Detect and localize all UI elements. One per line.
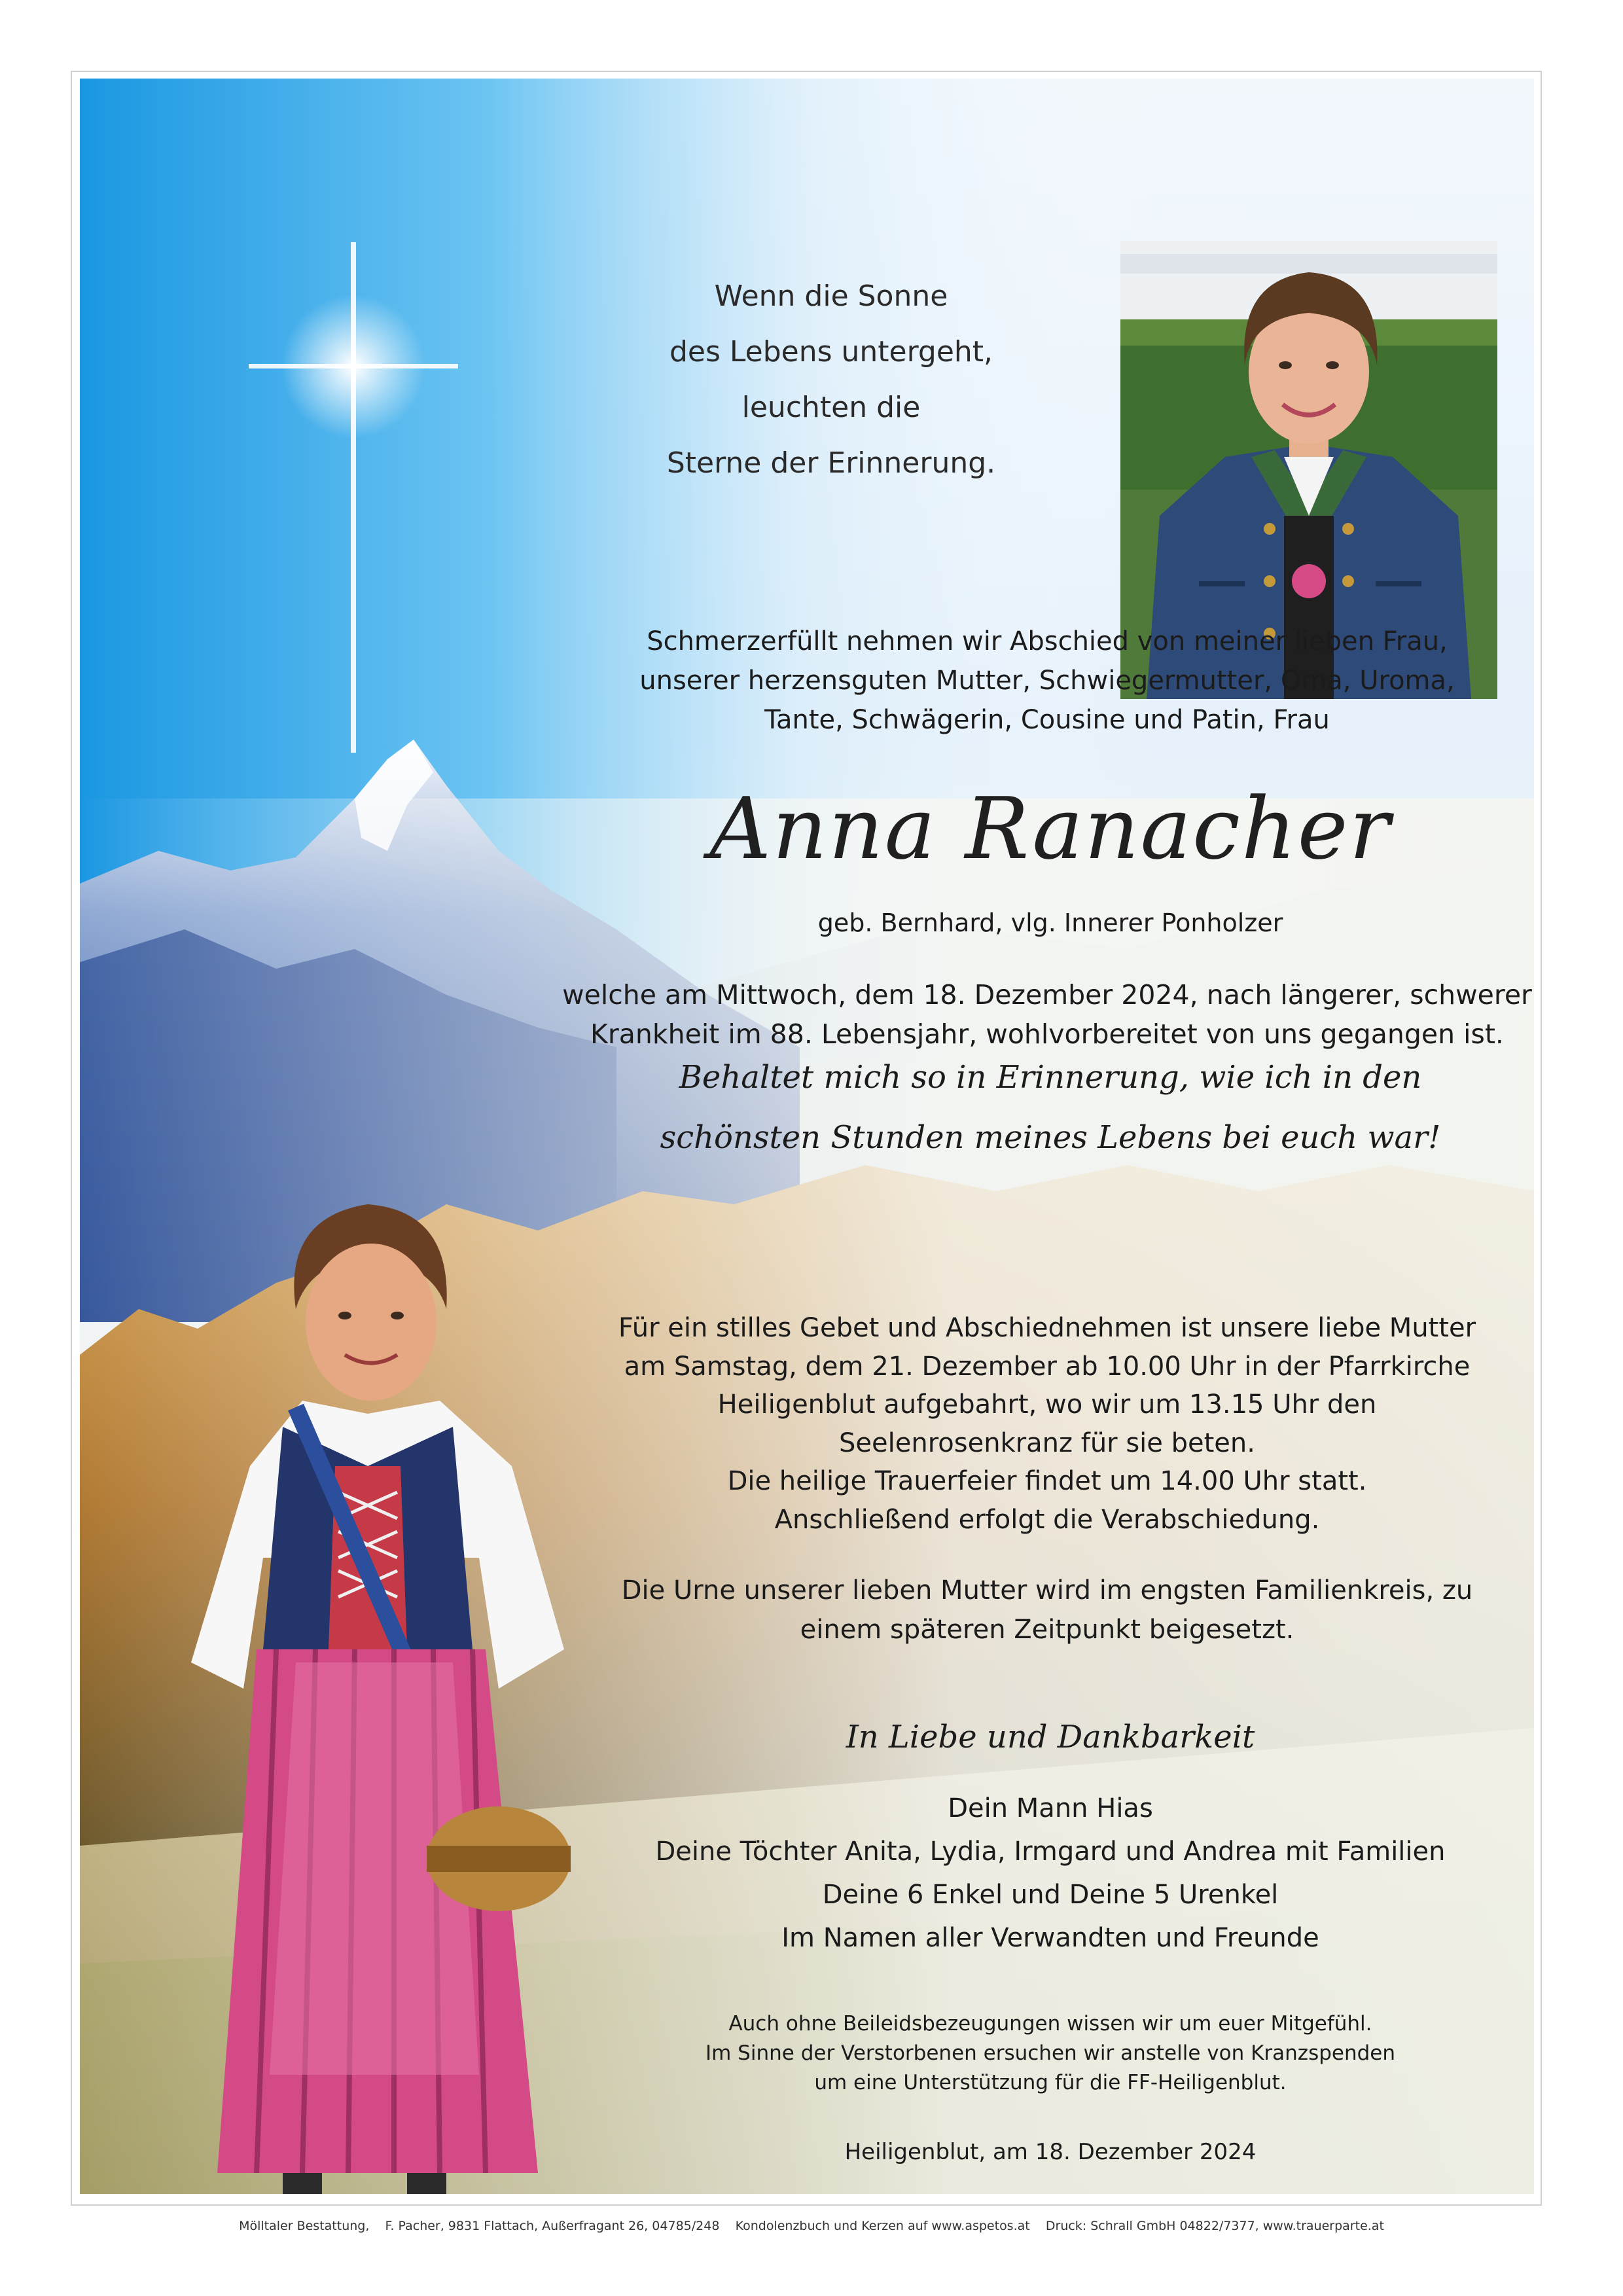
verse-line: des Lebens untergeht, [669,335,993,368]
urn-line: Die Urne unserer lieben Mutter wird im engsten Familienkreis, zu [621,1575,1473,1605]
urn-notice [497,1571,1597,1649]
family-line: Deine 6 Enkel und Deine 5 Urenkel [822,1880,1279,1910]
service-line: Für ein stilles Gebet und Abschiednehmen ist unsere liebe Mutter [618,1313,1476,1343]
memorial-quote [550,1047,1551,1168]
note-line: um eine Unterstützung für die FF-Heiligenblut. [814,2071,1287,2094]
intro-line: Schmerzerfüllt nehmen wir Abschied von meiner lieben Frau, [647,626,1448,656]
family-line: Im Namen aller Verwandten und Freunde [781,1923,1319,1953]
family-line: Deine Töchter Anita, Lydia, Irmgard und Andrea mit Familien [655,1837,1446,1867]
condolence-note [576,2009,1525,2098]
note-line: Im Sinne der Verstorbenen ersuchen wir anstelle von Kranzspenden [705,2041,1396,2065]
urn-line: einem späteren Zeitpunkt beigesetzt. [800,1615,1294,1645]
deceased-name: Anna Ranacher [709,779,1391,878]
verse-line: Wenn die Sonne [714,279,948,313]
service-line: Anschließend erfolgt die Verabschiedung. [774,1504,1320,1535]
intro-line: unserer herzensguten Mutter, Schwiegermutter, Oma, Uroma, [639,666,1455,696]
verse [589,268,1073,491]
intro-line: Tante, Schwägerin, Cousine und Patin, Frau [764,705,1330,735]
family-line: Dein Mann Hias [948,1793,1153,1823]
verse-line: leuchten die [741,391,921,424]
service-details [510,1309,1584,1539]
death-notice [484,975,1610,1054]
quote-line: schönsten Stunden meines Lebens bei euch war! [660,1119,1441,1156]
family-list [589,1787,1512,1960]
death-notice-line: welche am Mittwoch, dem 18. Dezember 2024, nach längerer, schwerer [562,979,1532,1011]
intro-text [510,622,1584,740]
death-notice-line: Krankheit im 88. Lebensjahr, wohlvorbereitet von uns gegangen ist. [590,1018,1504,1050]
footer-imprint: Mölltaler Bestattung, F. Pacher, 9831 Flattach, Außerfragant 26, 04785/248 Kondolenzbuch und Kerzen auf www.aspetos.at Druck: Schrall GmbH 04822/7377, www.trauerparte.at [239,2219,1384,2233]
birth-name: geb. Bernhard, vlg. Innerer Ponholzer [817,908,1283,937]
quote-line: Behaltet mich so in Erinnerung, wie ich in den [679,1059,1422,1096]
service-line: Seelenrosenkranz für sie beten. [839,1427,1255,1458]
place-date: Heiligenblut, am 18. Dezember 2024 [844,2139,1257,2165]
service-line: Heiligenblut aufgebahrt, wo wir um 13.15 Uhr den [717,1390,1377,1420]
cross-star-icon [223,236,484,759]
verse-line: Sterne der Erinnerung. [666,446,996,480]
closing-phrase: In Liebe und Dankbarkeit [846,1719,1255,1755]
note-line: Auch ohne Beileidsbezeugungen wissen wir um euer Mitgefühl. [728,2012,1372,2036]
service-line: am Samstag, dem 21. Dezember ab 10.00 Uhr in der Pfarrkirche [624,1351,1471,1382]
service-line: Die heilige Trauerfeier findet um 14.00 Uhr statt. [727,1466,1367,1496]
